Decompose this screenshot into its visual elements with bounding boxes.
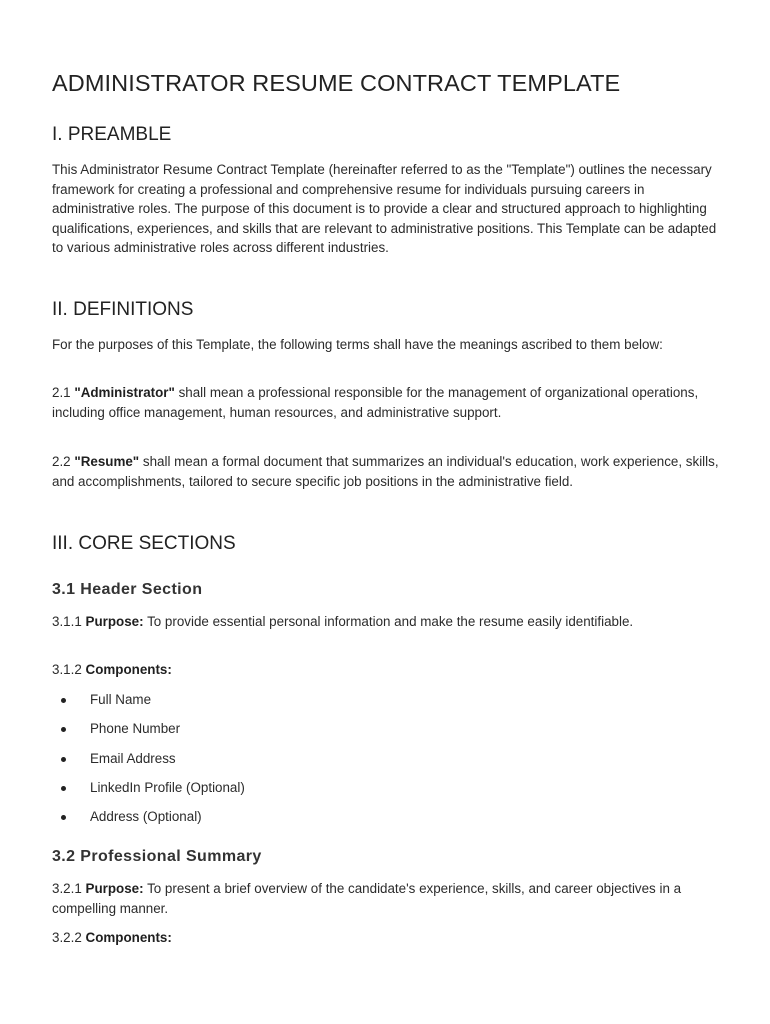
- clause-number: 3.2.2: [52, 930, 82, 945]
- header-section-heading: 3.1 Header Section: [52, 581, 203, 598]
- bullet-icon: [61, 757, 66, 762]
- list-item-label: Email Address: [90, 750, 176, 766]
- document-title: ADMINISTRATOR RESUME CONTRACT TEMPLATE: [52, 70, 621, 96]
- summary-section-heading: 3.2 Professional Summary: [52, 848, 262, 865]
- preamble-text: This Administrator Resume Contract Template (hereinafter referred to as the "Template") outlines the necessary framework for creating a professional and comprehensive resume for individuals pursuing careers in administrative roles. The purpose of this document is to provide a clear and structured approach to highlighting qualifications, experiences, and skills that are relevant to administrative positions. This Template can be adapted to various administrative roles across different industries.: [52, 162, 717, 255]
- definition-number: 2.2: [52, 454, 71, 469]
- header-section-purpose: [52, 612, 720, 632]
- definition-term: "Administrator": [74, 385, 175, 400]
- clause-number: 3.1.2: [52, 662, 82, 677]
- definition-term: "Resume": [74, 454, 140, 469]
- list-item-label: LinkedIn Profile (Optional): [90, 779, 245, 795]
- bullet-icon: [61, 698, 66, 703]
- components-label: Components:: [85, 662, 172, 677]
- definition-resume: [52, 452, 720, 491]
- purpose-label: Purpose:: [85, 614, 144, 629]
- preamble-heading: I. PREAMBLE: [52, 124, 172, 145]
- definitions-intro: For the purposes of this Template, the following terms shall have the meanings ascribed to them below:: [52, 337, 663, 352]
- core-sections-heading: III. CORE SECTIONS: [52, 533, 236, 554]
- definition-text: shall mean a professional responsible for the management of organizational operations, including office management, human resources, and administrative support.: [52, 385, 699, 420]
- bullet-icon: [61, 815, 66, 820]
- list-item-label: Address (Optional): [90, 809, 202, 825]
- purpose-text: To provide essential personal information and make the resume easily identifiable.: [147, 614, 634, 629]
- purpose-label: Purpose:: [85, 881, 144, 896]
- components-label: Components:: [85, 930, 172, 945]
- definition-administrator: [52, 383, 720, 422]
- purpose-text: To present a brief overview of the candidate's experience, skills, and career objectives in a compelling manner.: [52, 881, 682, 916]
- summary-section-purpose: [52, 879, 720, 918]
- summary-section-components-label: [52, 928, 720, 948]
- clause-number: 3.1.1: [52, 614, 82, 629]
- list-item-label: Full Name: [90, 692, 152, 707]
- bullet-icon: [61, 786, 66, 791]
- bullet-icon: [61, 727, 66, 732]
- definition-text: shall mean a formal document that summarizes an individual's education, work experience, skills, and accomplishments, tailored to secure specific job positions in the administrative field.: [52, 454, 719, 489]
- list-item-label: Phone Number: [90, 721, 181, 737]
- definition-number: 2.1: [52, 385, 71, 400]
- definitions-heading: II. DEFINITIONS: [52, 299, 194, 320]
- header-section-components-label: [52, 660, 720, 680]
- clause-number: 3.2.1: [52, 881, 82, 896]
